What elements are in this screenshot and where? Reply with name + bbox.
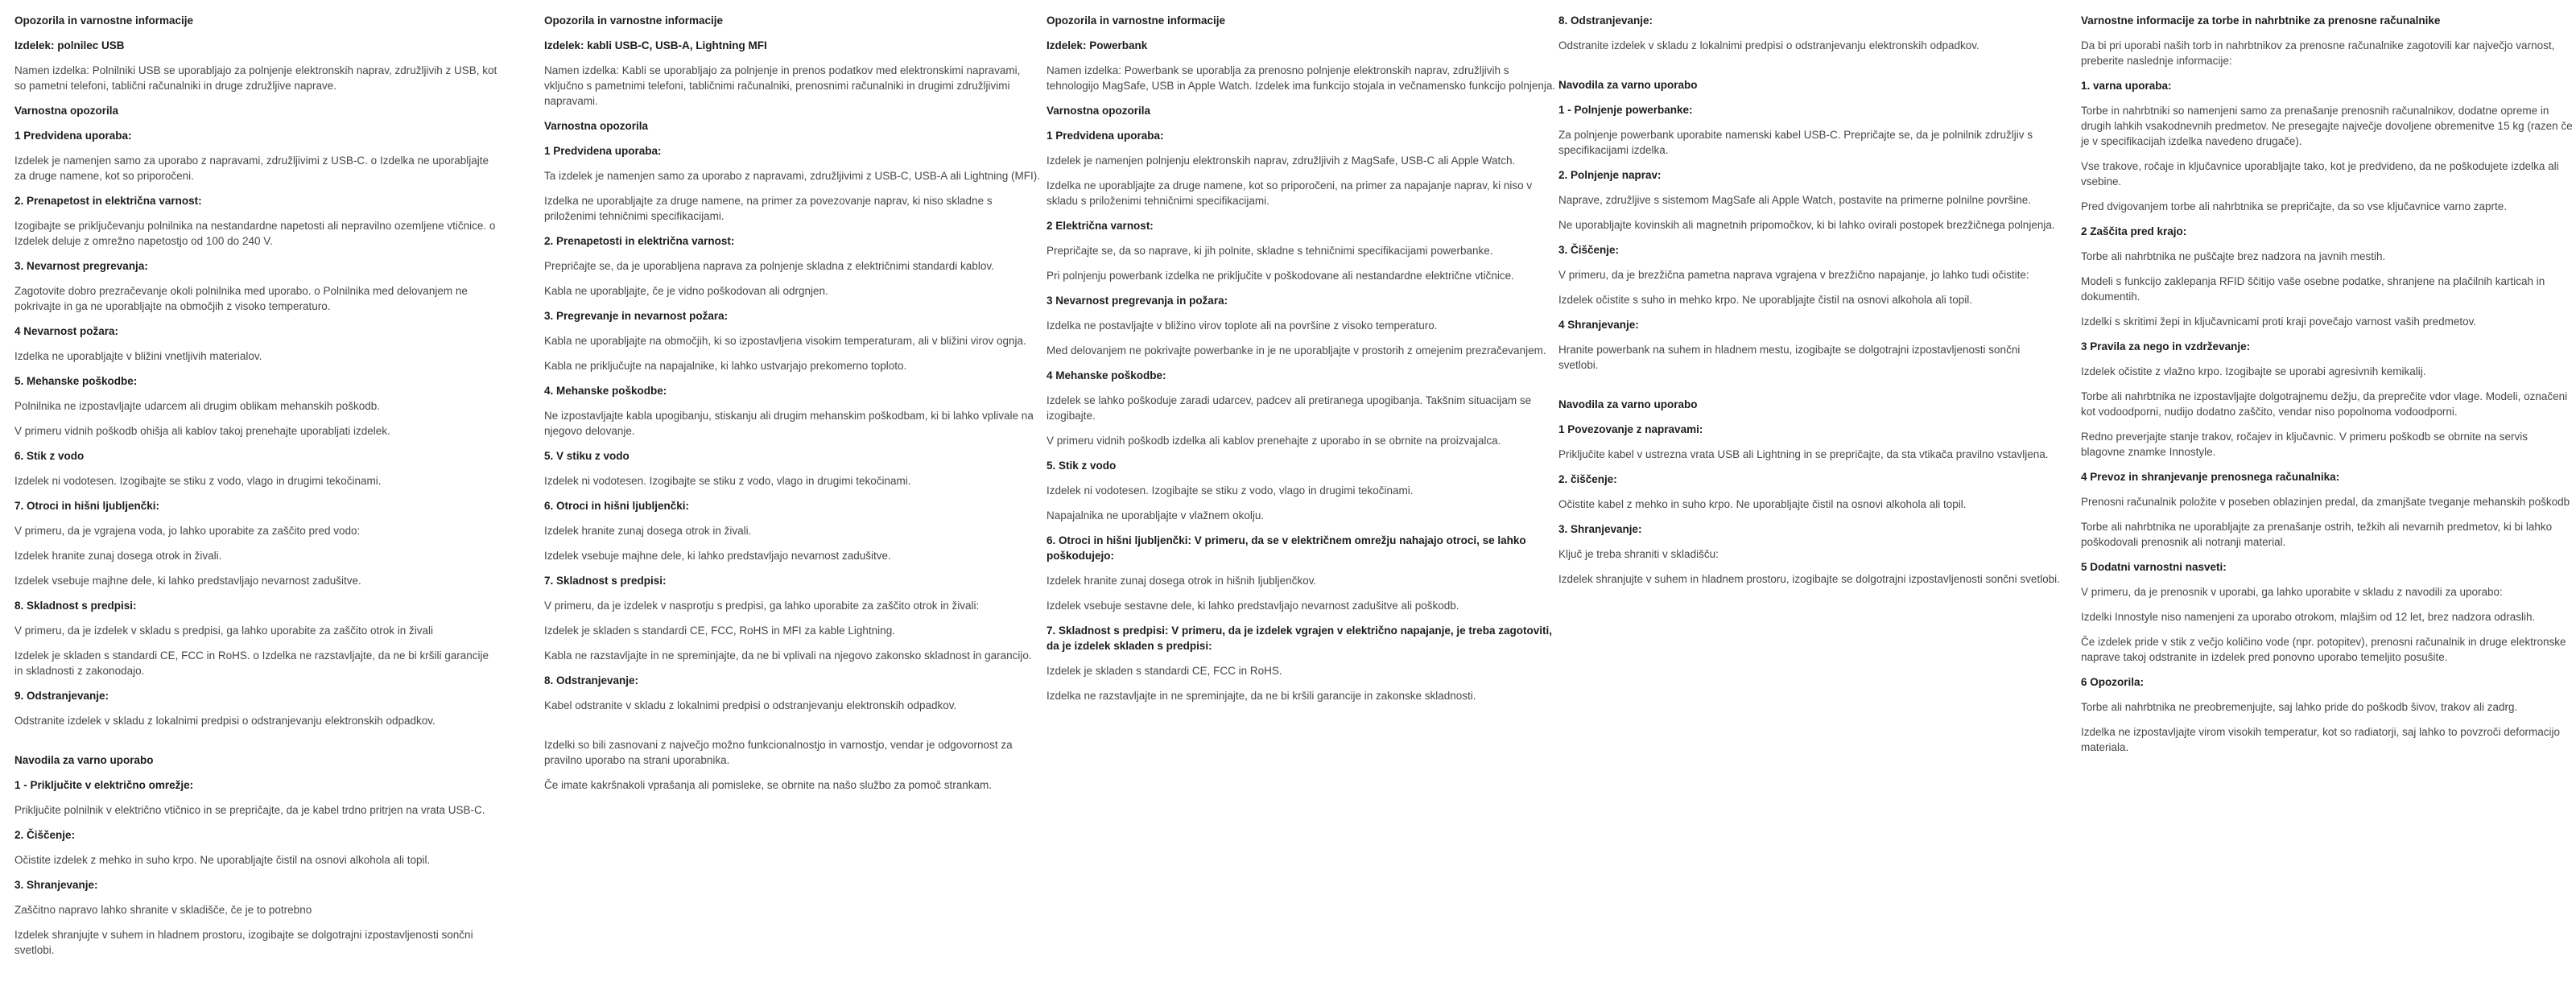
paragraph: Izdelek vsebuje sestavne dele, ki lahko predstavljajo nevarnost zadušitve ali poškodb.: [1046, 600, 1459, 612]
paragraph: Napajalnika ne uporabljajte v vlažnem okolju.: [1046, 509, 1265, 522]
section-heading: 2 Zaščita pred krajo:: [2081, 225, 2187, 237]
section-heading: 5. Stik z vodo: [1046, 460, 1117, 472]
paragraph: Izdelek hranite zunaj dosega otrok in živali.: [544, 525, 752, 537]
paragraph: Modeli s funkcijo zaklepanja RFID ščitijo vaše osebne podatke, shranjene na plačilnih karticah in dokumentih.: [2081, 275, 2545, 303]
paragraph: Izdelek je skladen s standardi CE, FCC, RoHS in MFI za kable Lightning.: [544, 625, 895, 637]
paragraph: Izdelki so bili zasnovani z največjo možno funkcionalnostjo in varnostjo, vendar je odgovornost za pravilno uporabo na strani uporabnika.: [544, 739, 1013, 766]
section-heading: 3. Shranjevanje:: [14, 879, 98, 891]
section-heading: Varnostna opozorila: [14, 105, 119, 117]
paragraph: Pred dvigovanjem torbe ali nahrbtnika se prepričajte, da so vse ključavnice varno zaprte.: [2081, 200, 2508, 212]
section-heading: 2. Prenapetosti in električna varnost:: [544, 235, 735, 247]
paragraph: Izdelek shranjujte v suhem in hladnem prostoru, izogibajte se dolgotrajni izpostavljenosti sončni svetlobi.: [14, 929, 473, 956]
paragraph: Hranite powerbank na suhem in hladnem mestu, izogibajte se dolgotrajni izpostavljenosti sončni svetlobi.: [1558, 344, 2021, 371]
paragraph: Kabel odstranite v skladu z lokalnimi predpisi o odstranjevanju elektronskih odpadkov.: [544, 699, 957, 711]
paragraph: Če izdelek pride v stik z večjo količino vode (npr. potopitev), prenosni računalnik in druge elektronske naprave takoj odstranite in izdelek pred ponovno uporabo temeljito posušite.: [2081, 636, 2566, 663]
paragraph: Izdelek je skladen s standardi CE, FCC in RoHS. o Izdelka ne razstavljajte, da ne bi kršili garancije in skladnosti z zakonodajo.: [14, 649, 489, 677]
paragraph: Izdelek vsebuje majhne dele, ki lahko predstavljajo nevarnost zadušitve.: [14, 575, 361, 587]
section-heading: 7. Otroci in hišni ljubljenčki:: [14, 500, 160, 512]
paragraph: Izdelek shranjujte v suhem in hladnem prostoru, izogibajte se dolgotrajni izpostavljenosti sončni svetlobi.: [1558, 573, 2060, 585]
paragraph: V primeru vidnih poškodb ohišja ali kablov takoj prenehajte uporabljati izdelek.: [14, 425, 390, 437]
section-heading: 6. Otroci in hišni ljubljenčki: V primeru, da se v električnem omrežju nahajajo otroci, se lahko poškodujejo:: [1046, 534, 1526, 562]
paragraph: Namen izdelka: Powerbank se uporablja za prenosno polnjenje elektronskih naprav, združljivih s tehnologijo MagSafe, USB in Apple Watch. Izdelek ima funkcijo stojala in večnamensko funkcijo polnjenja.: [1046, 64, 1556, 92]
section-heading: 5 Dodatni varnostni nasveti:: [2081, 561, 2227, 573]
section-heading: Izdelek: polnilec USB: [14, 39, 125, 52]
section-heading: 1 - Polnjenje powerbanke:: [1558, 104, 1693, 116]
paragraph: Namen izdelka: Kabli se uporabljajo za polnjenje in prenos podatkov med elektronskimi napravami, vključno s pametnimi telefoni, tabličnimi računalniki, prenosnimi računalniki in drugimi združljivimi napravami.: [544, 64, 1021, 107]
section-heading: 1 Predvidena uporaba:: [544, 145, 662, 157]
paragraph: Kabla ne priključujte na napajalnike, ki lahko ustvarjajo prekomerno toploto.: [544, 360, 907, 372]
section-heading: 2. Prenapetost in električna varnost:: [14, 195, 202, 207]
section-heading: 5. V stiku z vodo: [544, 450, 630, 462]
paragraph: Med delovanjem ne pokrivajte powerbanke in je ne uporabljajte v prostorih z omejenim prezračevanjem.: [1046, 344, 1546, 357]
section-heading: 3. Shranjevanje:: [1558, 523, 1642, 535]
section-heading: 9. Odstranjevanje:: [14, 690, 109, 702]
paragraph: Naprave, združljive s sistemom MagSafe ali Apple Watch, postavite na primerne polnilne površine.: [1558, 194, 2032, 206]
paragraph: Priključite kabel v ustrezna vrata USB ali Lightning in se prepričajte, da sta vtikača pravilno vstavljena.: [1558, 448, 2049, 460]
section-heading: 3 Pravila za nego in vzdrževanje:: [2081, 340, 2251, 353]
paragraph: Torbe ali nahrbtnika ne puščajte brez nadzora na javnih mestih.: [2081, 250, 2386, 262]
section-heading: 6. Otroci in hišni ljubljenčki:: [544, 500, 690, 512]
paragraph: Redno preverjajte stanje trakov, ročajev in ključavnic. V primeru poškodb se obrnite na servis blagovne znamke Innostyle.: [2081, 431, 2529, 458]
paragraph: Kabla ne razstavljajte in ne spreminjajte, da ne bi vplivali na njegovo zakonsko skladnost in garancijo.: [544, 649, 1032, 662]
page-title: Opozorila in varnostne informacije: [544, 14, 724, 27]
section-heading: 4 Prevoz in shranjevanje prenosnega računalnika:: [2081, 471, 2340, 483]
paragraph: Torbe ali nahrbtnika ne uporabljajte za prenašanje ostrih, težkih ali nevarnih predmetov, ki bi lahko poškodovali prenosnik ali notranji material.: [2081, 521, 2553, 548]
paragraph: Torbe in nahrbtniki so namenjeni samo za prenašanje prenosnih računalnikov, dodatne opreme in drugih lahkih vsakodnevnih predmetov. Ne presegajte največje dovoljene obremenitve 15 kg (razen če je v specifikacijah izdelka navedeno drugače).: [2081, 105, 2573, 147]
section-heading: 7. Skladnost s predpisi: V primeru, da je izdelek vgrajen v električno napajanje, je treba zagotoviti, da je izdelek skladen s predpisi:: [1046, 625, 1552, 652]
paragraph: Izdelek ni vodotesen. Izogibajte se stiku z vodo, vlago in drugimi tekočinami.: [544, 475, 911, 487]
paragraph: Ne izpostavljajte kabla upogibanju, stiskanju ali drugim mehanskim poškodbam, ki bi lahko vplivale na njegovo delovanje.: [544, 410, 1034, 437]
paragraph: Izdelek hranite zunaj dosega otrok in živali.: [14, 550, 222, 562]
paragraph: Pri polnjenju powerbank izdelka ne priključite v poškodovane ali nestandardne električne vtičnice.: [1046, 270, 1514, 282]
paragraph: Vse trakove, ročaje in ključavnice uporabljajte tako, kot je predvideno, da ne poškodujete izdelka ali vsebine.: [2081, 160, 2559, 188]
paragraph: Prepričajte se, da so naprave, ki jih polnite, skladne s tehničnimi specifikacijami powerbanke.: [1046, 245, 1493, 257]
section-heading: 4 Nevarnost požara:: [14, 325, 119, 337]
paragraph: Izdelka ne postavljajte v bližino virov toplote ali na površine z visoko temperaturo.: [1046, 320, 1438, 332]
paragraph: Ta izdelek je namenjen samo za uporabo z napravami, združljivimi z USB-C, USB-A ali Lightning (MFI).: [544, 170, 1040, 182]
paragraph: Prenosni računalnik položite v poseben oblazinjen predal, da zmanjšate tveganje mehanskih poškodb: [2081, 496, 2570, 508]
section-heading: 8. Odstranjevanje:: [1558, 14, 1653, 27]
section-heading: Navodila za varno uporabo: [1558, 398, 1698, 410]
section-heading: 2 Električna varnost:: [1046, 220, 1154, 232]
paragraph: Da bi pri uporabi naših torb in nahrbtnikov za prenosne računalnike zagotovili kar največjo varnost, preberite naslednje informacije:: [2081, 39, 2555, 67]
section-heading: 1 - Priključite v električno omrežje:: [14, 779, 194, 791]
paragraph: Torbe ali nahrbtnika ne preobremenjujte, saj lahko pride do poškodb šivov, trakov ali zadrg.: [2081, 701, 2518, 713]
paragraph: Izdelka ne uporabljajte v bližini vnetljivih materialov.: [14, 350, 262, 362]
section-heading: 2. Polnjenje naprav:: [1558, 169, 1662, 181]
section-heading: 3. Pregrevanje in nevarnost požara:: [544, 310, 729, 322]
section-heading: 4. Mehanske poškodbe:: [544, 385, 667, 397]
section-heading: 6 Opozorila:: [2081, 676, 2145, 688]
paragraph: Kabla ne uporabljajte, če je vidno poškodovan ali odrgnjen.: [544, 285, 828, 297]
section-heading: 3 Nevarnost pregrevanja in požara:: [1046, 295, 1228, 307]
paragraph: Izdelki s skritimi žepi in ključavnicami proti kraji povečajo varnost vaših predmetov.: [2081, 315, 2477, 328]
section-heading: Izdelek: Powerbank: [1046, 39, 1148, 52]
page-title: Opozorila in varnostne informacije: [14, 14, 194, 27]
column-cables: [544, 13, 1042, 802]
paragraph: Zagotovite dobro prezračevanje okoli polnilnika med uporabo. o Polnilnika med delovanjem ne pokrivajte in ga ne uporabljajte na območjih z visoko temperaturo.: [14, 285, 468, 312]
paragraph: Izdelek očistite z vlažno krpo. Izogibajte se uporabi agresivnih kemikalij.: [2081, 365, 2426, 377]
paragraph: Izdelek vsebuje majhne dele, ki lahko predstavljajo nevarnost zadušitve.: [544, 550, 891, 562]
section-heading: 2. čiščenje:: [1558, 473, 1617, 485]
paragraph: Če imate kakršnakoli vprašanja ali pomisleke, se obrnite na našo službo za pomoč strankam.: [544, 779, 993, 791]
paragraph: Za polnjenje powerbank uporabite namenski kabel USB-C. Prepričajte se, da je polnilnik združljiv s specifikacijami izdelka.: [1558, 129, 2033, 156]
paragraph: Polnilnika ne izpostavljajte udarcem ali drugim oblikam mehanskih poškodb.: [14, 400, 380, 412]
column-usb-charger: [14, 13, 499, 967]
paragraph: Ključ je treba shraniti v skladišču:: [1558, 548, 1719, 560]
section-heading: 4 Mehanske poškodbe:: [1046, 369, 1166, 381]
paragraph: Prepričajte se, da je uporabljena naprava za polnjenje skladna z električnimi standardi kablov.: [544, 260, 994, 272]
section-heading: 7. Skladnost s predpisi:: [544, 575, 667, 587]
paragraph: Izogibajte se priključevanju polnilnika na nestandardne napetosti ali nepravilno ozemljene vtičnice. o Izdelek deluje z omrežno napetostjo od 100 do 240 V.: [14, 220, 496, 247]
paragraph: Izdelek je namenjen samo za uporabo z napravami, združljivimi z USB-C. o Izdelka ne uporabljajte za druge namene, kot so priporočeni.: [14, 155, 489, 182]
paragraph: Izdelka ne uporabljajte za druge namene, kot so priporočeni, na primer za napajanje naprav, ki niso v skladu s priloženimi tehničnimi specifikacijami.: [1046, 179, 1533, 207]
paragraph: Izdelka ne izpostavljajte virom visokih temperatur, kot so radiatorji, saj lahko to povzroči deformacijo materiala.: [2081, 726, 2561, 753]
paragraph: Izdelek je namenjen polnjenju elektronskih naprav, združljivih z MagSafe, USB-C ali Apple Watch.: [1046, 155, 1516, 167]
paragraph: Izdelka ne uporabljajte za druge namene, na primer za povezovanje naprav, ki niso skladne s priloženimi tehničnimi specifikacijami.: [544, 195, 993, 222]
paragraph: Izdelek očistite s suho in mehko krpo. Ne uporabljajte čistil na osnovi alkohola ali topil.: [1558, 294, 1973, 306]
paragraph: Izdelek ni vodotesen. Izogibajte se stiku z vodo, vlago in drugimi tekočinami.: [1046, 484, 1414, 497]
section-heading: 3. Nevarnost pregrevanja:: [14, 260, 148, 272]
paragraph: Očistite izdelek z mehko in suho krpo. Ne uporabljajte čistil na osnovi alkohola ali topil.: [14, 854, 431, 866]
column-powerbank-continued: [1558, 13, 2061, 596]
paragraph: Izdelka ne razstavljajte in ne spreminjajte, da ne bi kršili garancije in zakonske skladnosti.: [1046, 690, 1476, 702]
page-title: Opozorila in varnostne informacije: [1046, 14, 1226, 27]
paragraph: Namen izdelka: Polnilniki USB se uporabljajo za polnjenje elektronskih naprav, združljivih z USB, kot so pametni telefoni, tablični računalniki in druge združljive naprave.: [14, 64, 497, 92]
paragraph: V primeru vidnih poškodb izdelka ali kablov prenehajte z uporabo in se obrnite na proizvajalca.: [1046, 435, 1501, 447]
column-powerbank: [1046, 13, 1562, 713]
paragraph: Izdelek ni vodotesen. Izogibajte se stiku z vodo, vlago in drugimi tekočinami.: [14, 475, 382, 487]
section-heading: 1. varna uporaba:: [2081, 80, 2172, 92]
paragraph: Izdelki Innostyle niso namenjeni za uporabo otrokom, mlajšim od 12 let, brez nadzora odraslih.: [2081, 611, 2536, 623]
paragraph: Očistite kabel z mehko in suho krpo. Ne uporabljajte čistil na osnovi alkohola ali topil.: [1558, 498, 1967, 510]
paragraph: Torbe ali nahrbtnika ne izpostavljajte dolgotrajnemu dežju, da preprečite vdor vlage. Modeli, označeni kot vodoodporni, nudijo dodatno zaščito, vendar niso popolnoma vodoodporni.: [2081, 390, 2568, 418]
section-heading: 6. Stik z vodo: [14, 450, 85, 462]
section-heading: Navodila za varno uporabo: [14, 754, 154, 766]
section-heading: 1 Predvidena uporaba:: [14, 130, 132, 142]
section-heading: Navodila za varno uporabo: [1558, 79, 1698, 91]
page-title: Varnostne informacije za torbe in nahrbtnike za prenosne računalnike: [2081, 14, 2441, 27]
section-heading: 5. Mehanske poškodbe:: [14, 375, 138, 387]
paragraph: Ne uporabljajte kovinskih ali magnetnih pripomočkov, ki bi lahko ovirali postopek brezžičnega polnjenja.: [1558, 219, 2055, 231]
section-heading: 8. Skladnost s predpisi:: [14, 600, 137, 612]
column-laptop-bags: [2081, 13, 2574, 765]
paragraph: V primeru, da je izdelek v skladu s predpisi, ga lahko uporabite za zaščito otrok in živali: [14, 625, 434, 637]
paragraph: V primeru, da je prenosnik v uporabi, ga lahko uporabite v skladu z navodili za uporabo:: [2081, 586, 2503, 598]
paragraph: Izdelek je skladen s standardi CE, FCC in RoHS.: [1046, 665, 1282, 677]
paragraph: V primeru, da je vgrajena voda, jo lahko uporabite za zaščito pred vodo:: [14, 525, 361, 537]
section-heading: 1 Povezovanje z napravami:: [1558, 423, 1703, 435]
section-heading: 3. Čiščenje:: [1558, 244, 1620, 256]
section-heading: 4 Shranjevanje:: [1558, 319, 1639, 331]
section-heading: Varnostna opozorila: [544, 120, 649, 132]
paragraph: Priključite polnilnik v električno vtičnico in se prepričajte, da je kabel trdno pritrjen na vrata USB-C.: [14, 804, 485, 816]
paragraph: Izdelek hranite zunaj dosega otrok in hišnih ljubljenčkov.: [1046, 575, 1317, 587]
paragraph: V primeru, da je brezžična pametna naprava vgrajena v brezžično napajanje, jo lahko tudi očistite:: [1558, 269, 2029, 281]
paragraph: Odstranite izdelek v skladu z lokalnimi predpisi o odstranjevanju elektronskih odpadkov.: [1558, 39, 1979, 52]
paragraph: Zaščitno napravo lahko shranite v skladišče, če je to potrebno: [14, 904, 312, 916]
paragraph: Kabla ne uporabljajte na območjih, ki so izpostavljena visokim temperaturam, ali v bližini virov ognja.: [544, 335, 1026, 347]
section-heading: 2. Čiščenje:: [14, 829, 76, 841]
paragraph: Odstranite izdelek v skladu z lokalnimi predpisi o odstranjevanju elektronskih odpadkov.: [14, 715, 436, 727]
paragraph: Izdelek se lahko poškoduje zaradi udarcev, padcev ali pretiranega upogibanja. Takšnim situacijam se izogibajte.: [1046, 394, 1532, 422]
section-heading: Izdelek: kabli USB-C, USB-A, Lightning MFI: [544, 39, 767, 52]
section-heading: 8. Odstranjevanje:: [544, 674, 639, 686]
section-heading: Varnostna opozorila: [1046, 105, 1151, 117]
section-heading: 1 Predvidena uporaba:: [1046, 130, 1164, 142]
paragraph: V primeru, da je izdelek v nasprotju s predpisi, ga lahko uporabite za zaščito otrok in živali:: [544, 600, 980, 612]
